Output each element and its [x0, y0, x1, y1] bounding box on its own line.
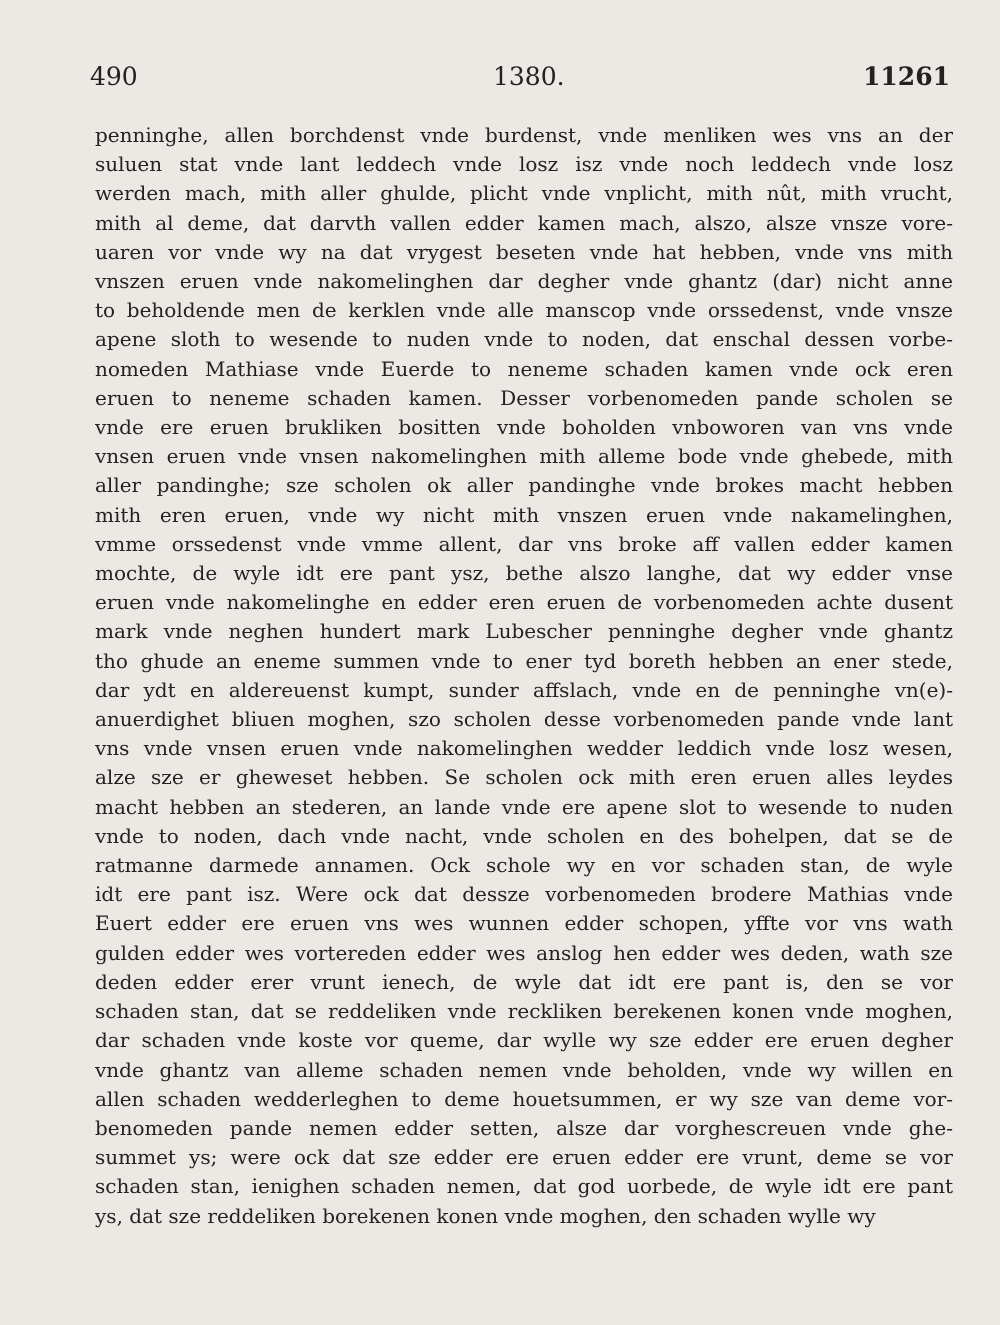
text-line: vmme orssedenst vnde vmme allent, dar vns broke aff vallen edder kamen — [95, 531, 953, 556]
text-line: dar ydt en aldereuenst kumpt, sunder affslach, vnde en de penninghe vn(e)- — [95, 677, 953, 702]
text-line: eruen vnde nakomelinghe en edder eren eruen de vorbenomeden achte dusent — [95, 590, 953, 615]
text-line: suluen stat vnde lant leddech vnde losz isz vnde noch leddech vnde losz — [95, 152, 953, 177]
text-line: Euert edder ere eruen vns wes wunnen edder schopen, yffte vor vns wath — [95, 911, 953, 936]
text-line: macht hebben an stederen, an lande vnde ere apene slot to wesende to nuden — [95, 794, 953, 819]
text-line: allen schaden wedderleghen to deme houetsummen, er wy sze van deme vor- — [95, 1086, 953, 1111]
text-line: ys, dat sze reddeliken borekenen konen vnde moghen, den schaden wylle wy — [95, 1203, 876, 1228]
text-line: anuerdighet bliuen moghen, szo scholen desse vorbenomeden pande vnde lant — [95, 707, 953, 732]
text-line: dar schaden vnde koste vor queme, dar wylle wy sze edder ere eruen degher — [95, 1028, 953, 1053]
text-line: ratmanne darmede annamen. Ock schole wy en vor schaden stan, de wyle — [95, 853, 953, 878]
page-number: 490 — [90, 62, 138, 91]
text-line: schaden stan, ienighen schaden nemen, dat god uorbede, de wyle idt ere pant — [95, 1174, 953, 1199]
text-line: eruen to neneme schaden kamen. Desser vorbenomeden pande scholen se — [95, 385, 953, 410]
text-line: uaren vor vnde wy na dat vrygest beseten vnde hat hebben, vnde vns mith — [95, 239, 953, 264]
text-line: to beholdende men de kerklen vnde alle manscop vnde orssedenst, vnde vnsze — [95, 298, 953, 323]
text-line: benomeden pande nemen edder setten, alsze dar vorghescreuen vnde ghe- — [95, 1115, 953, 1140]
text-line: tho ghude an eneme summen vnde to ener tyd boreth hebben an ener stede, — [95, 648, 953, 673]
document-number: 11261 — [863, 62, 950, 91]
page-header — [90, 62, 950, 98]
text-line: alze sze er gheweset hebben. Se scholen ock mith eren eruen alles leydes — [95, 765, 953, 790]
text-line: summet ys; were ock dat sze edder ere eruen edder ere vrunt, deme se vor — [95, 1145, 953, 1170]
year-heading: 1380. — [493, 62, 565, 91]
text-line: apene sloth to wesende to nuden vnde to noden, dat enschal dessen vorbe- — [95, 327, 953, 352]
text-line: gulden edder wes vortereden edder wes anslog hen edder wes deden, wath sze — [95, 940, 953, 965]
text-line: vnde ere eruen brukliken bositten vnde boholden vnboworen van vns vnde — [95, 415, 953, 440]
text-line: deden edder erer vrunt ienech, de wyle dat idt ere pant is, den se vor — [95, 969, 953, 994]
text-line: vnszen eruen vnde nakomelinghen dar degher vnde ghantz (dar) nicht anne — [95, 269, 953, 294]
text-line: vns vnde vnsen eruen vnde nakomelinghen wedder leddich vnde losz wesen, — [95, 736, 953, 761]
text-line: vnsen eruen vnde vnsen nakomelinghen mith alleme bode vnde ghebede, mith — [95, 444, 953, 469]
body-text — [95, 121, 953, 1231]
text-line: mith eren eruen, vnde wy nicht mith vnszen eruen vnde nakamelinghen, — [95, 502, 953, 527]
text-line: werden mach, mith aller ghulde, plicht vnde vnplicht, mith nût, mith vrucht, — [95, 181, 953, 206]
text-line: vnde to noden, dach vnde nacht, vnde scholen en des bohelpen, dat se de — [95, 823, 953, 848]
text-line: vnde ghantz van alleme schaden nemen vnde beholden, vnde wy willen en — [95, 1057, 953, 1082]
text-line: mark vnde neghen hundert mark Lubescher penninghe degher vnde ghantz — [95, 619, 953, 644]
text-line: idt ere pant isz. Were ock dat dessze vorbenomeden brodere Mathias vnde — [95, 882, 953, 907]
text-line: penninghe, allen borchdenst vnde burdenst, vnde menliken wes vns an der — [95, 123, 953, 147]
text-line: schaden stan, dat se reddeliken vnde reckliken berekenen konen vnde moghen, — [95, 999, 953, 1024]
text-line: mith al deme, dat darvth vallen edder kamen mach, alszo, alsze vnsze vore- — [95, 210, 953, 235]
text-line: nomeden Mathiase vnde Euerde to neneme schaden kamen vnde ock eren — [95, 356, 953, 381]
text-line: mochte, de wyle idt ere pant ysz, bethe alszo langhe, dat wy edder vnse — [95, 561, 953, 586]
text-line: aller pandinghe; sze scholen ok aller pandinghe vnde brokes macht hebben — [95, 473, 953, 498]
